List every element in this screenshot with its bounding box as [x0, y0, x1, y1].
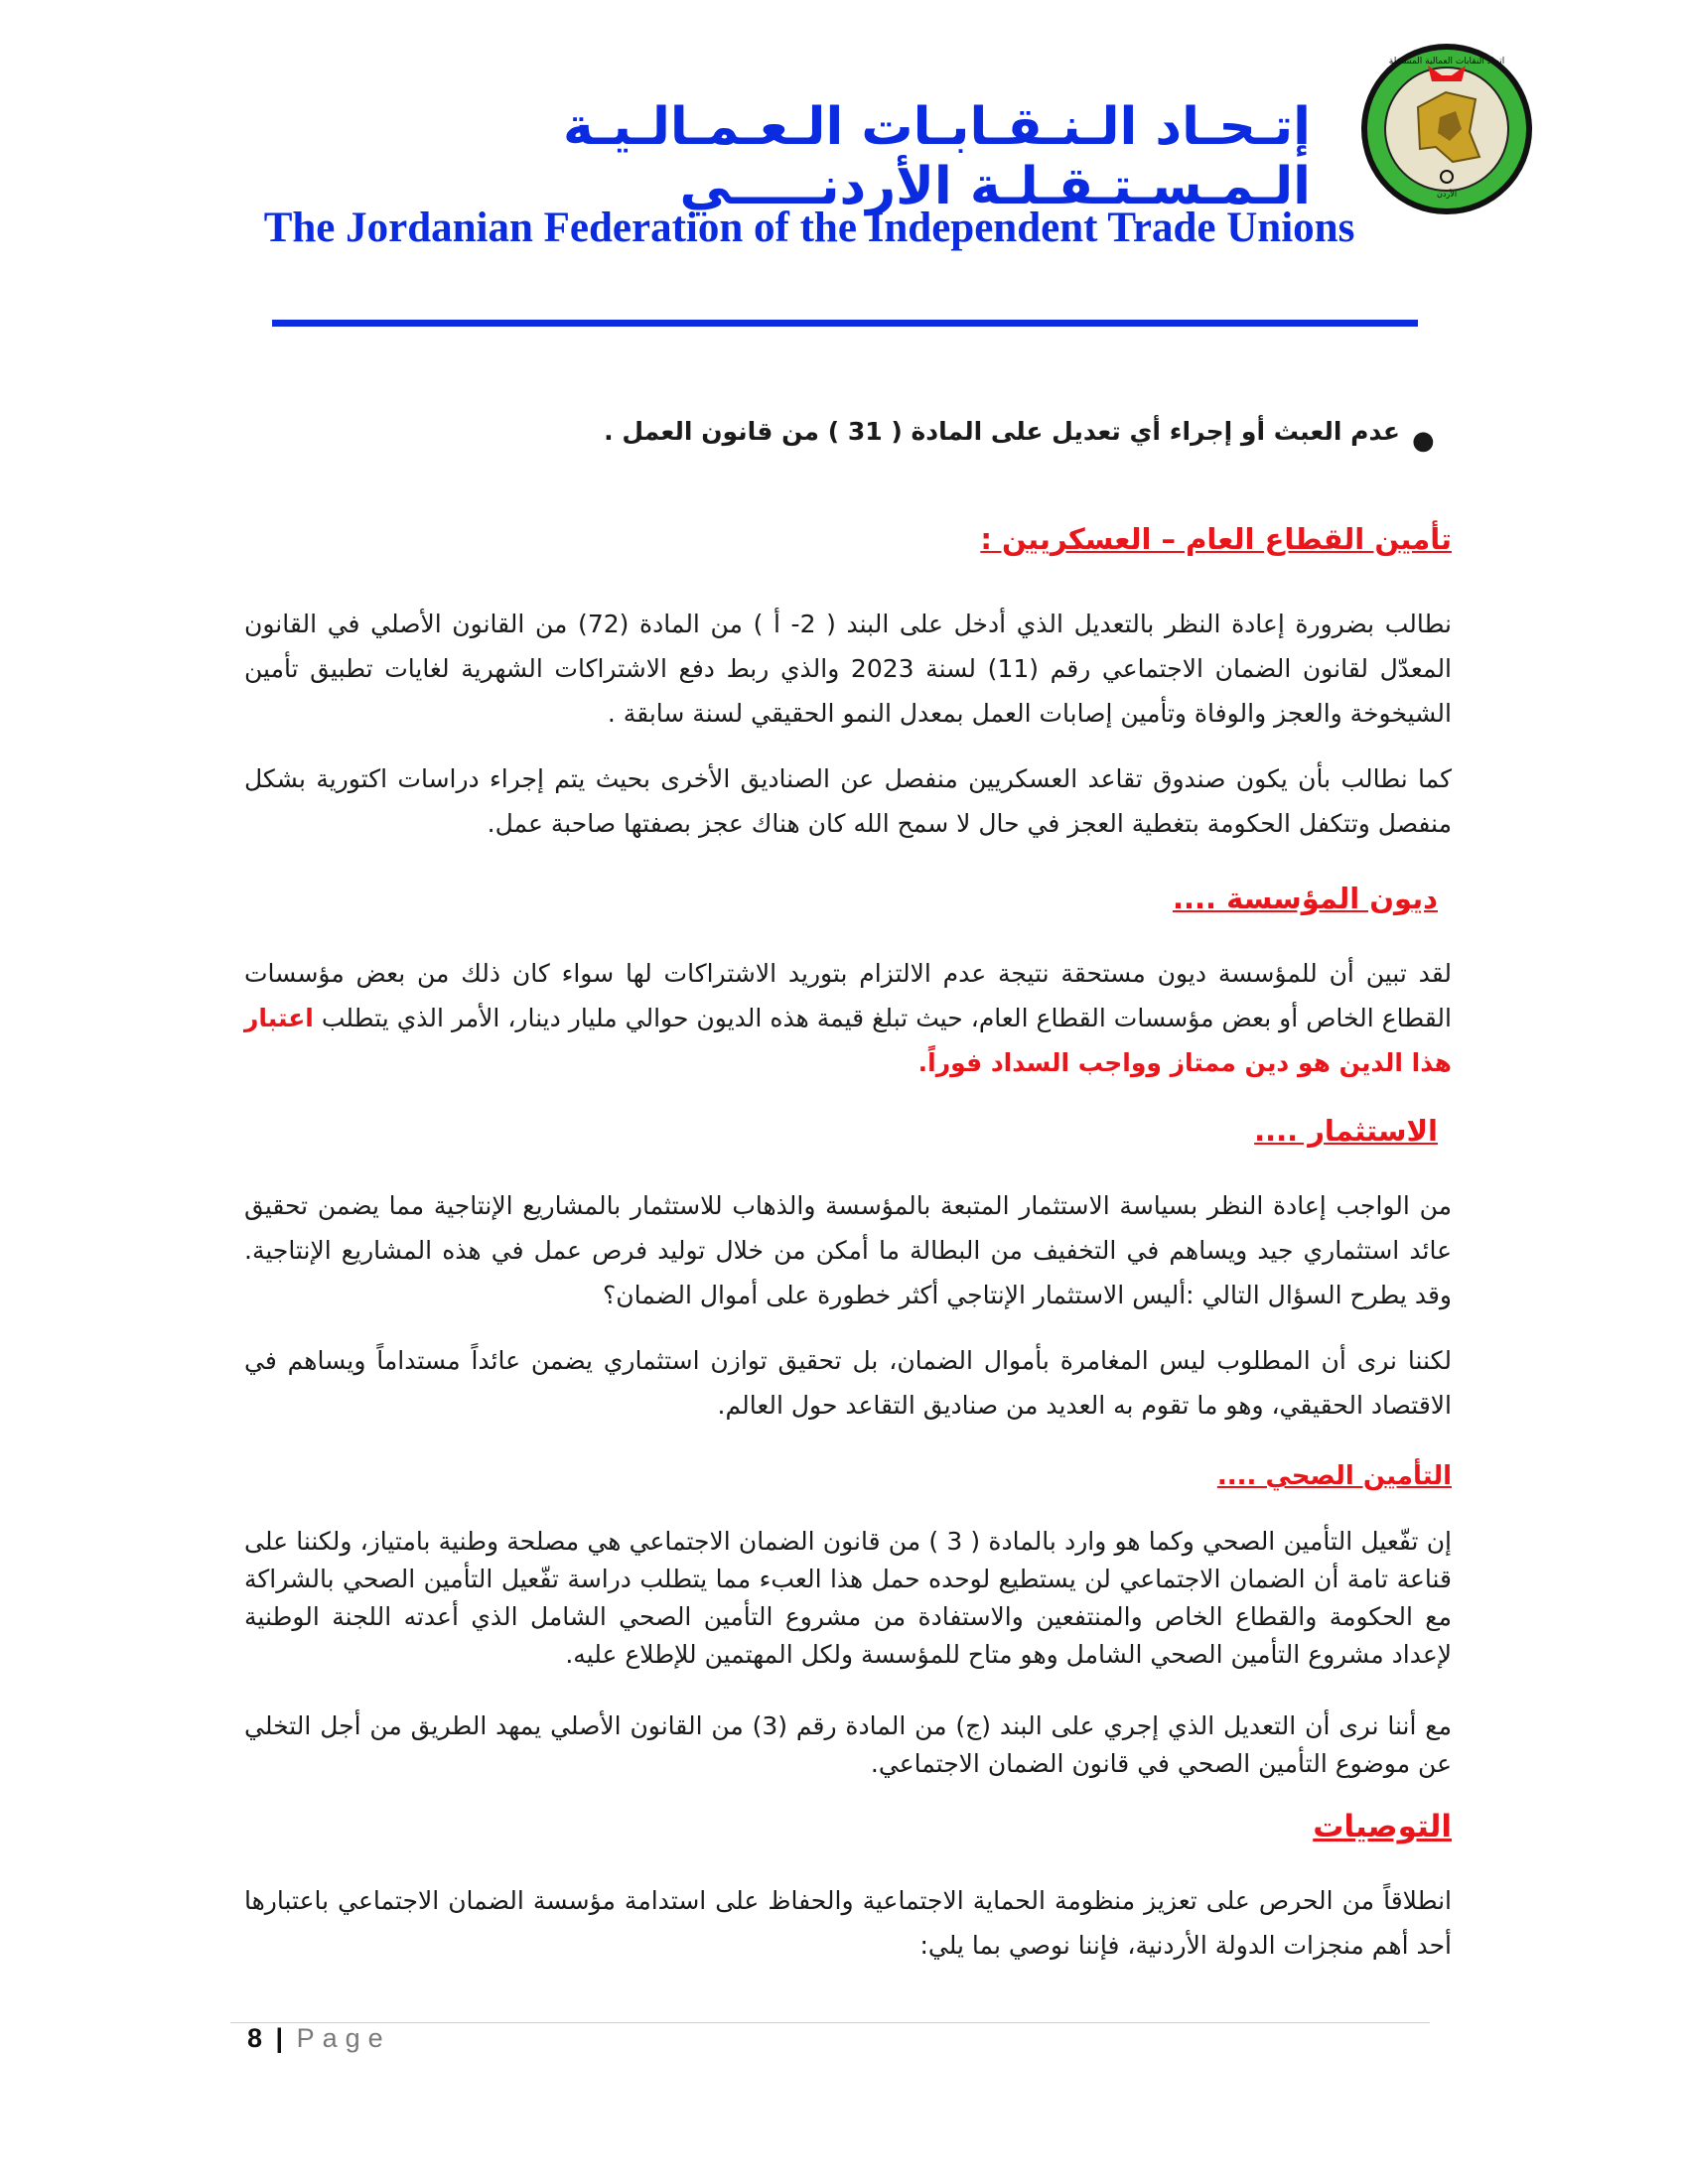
paragraph-investment-1: من الواجب إعادة النظر بسياسة الاستثمار المتبعة بالمؤسسة والذهاب للاستثمار بالمشاريع الإنتاجية مما يضمن تحقيق عائد استثماري جيد ويساهم في التخفيف من البطالة ما أمكن من خلال توليد فرص عمل في هذه المشاريع الإنتاجية. وقد يطرح السؤال التالي :أليس الاستثمار الإنتاجي أكثر خطورة على أموال الضمان؟	[244, 1191, 1452, 1309]
footer-separator: |	[275, 2023, 284, 2053]
footer-divider	[230, 2022, 1430, 2023]
debts-emphasis: اعتبار هذا الدين هو دين ممتاز وواجب السداد فوراً.	[244, 1004, 1452, 1077]
title-arabic: إتـحـاد الـنـقـابـات الـعـمـالـيـة الـمـسـتـقـلـة الأردنـــــي	[563, 97, 1311, 216]
page-number: 8	[247, 2023, 263, 2053]
bullet-item: عدم العبث أو إجراء أي تعديل على المادة ( 31 ) من قانون العمل .	[604, 417, 1400, 446]
paragraph-debts-1	[244, 951, 1452, 1085]
heading-debts: ديون المؤسسة ....	[1172, 882, 1438, 915]
heading-military-insurance: تأمين القطاع العام – العسكريين :	[980, 522, 1452, 556]
logo-subtext: الأردن	[1436, 190, 1458, 199]
paragraph-military-1: نطالب بضرورة إعادة النظر بالتعديل الذي أدخل على البند ( 2- أ ) من المادة (72) من القانون الأصلي في القانون المعدّل لقانون الضمان الاجتماعي رقم (11) لسنة 2023 والذي ربط دفع الاشتراكات الشهرية لغايات تطبيق تأمين الشيخوخة والعجز والوفاة وتأمين إصابات العمل بمعدل النمو الحقيقي لسنة سابقة .	[244, 610, 1453, 728]
paragraph-military-2: كما نطالب بأن يكون صندوق تقاعد العسكريين منفصل عن الصناديق الأخرى بحيث يتم إجراء دراسات اكتورية بشكل منفصل وتتكفل الحكومة بتغطية العجز في حال لا سمح الله كان هناك عجز بصفتها صاحبة عمل.	[244, 764, 1452, 838]
paragraph-health-1: إن تفّعيل التأمين الصحي وكما هو وارد بالمادة ( 3 ) من قانون الضمان الاجتماعي هي مصلحة وطنية بامتياز، ولكننا على قناعة تامة أن الضمان الاجتماعي لن يستطيع لوحده حمل هذا العبء مما يتطلب دراسة تفّعيل التأمين الصحي بالشراكة مع الحكومة والقطاع الخاص والمنتفعين والاستفادة من مشروع التأمين الصحي الشامل الذي أعدته اللجنة الوطنية لإعداد مشروع التأمين الصحي الشامل وهو متاح للمؤسسة ولكل المهتمين للإطلاع عليه.	[244, 1527, 1452, 1669]
bullet-dot-icon: ●	[1412, 426, 1435, 456]
page-footer	[247, 2023, 391, 2054]
page-label: Page	[296, 2023, 391, 2053]
paragraph-recommendations-1: انطلاقاً من الحرص على تعزيز منظومة الحماية الاجتماعية والحفاظ على استدامة مؤسسة الضمان الاجتماعي باعتبارها أحد أهم منجزات الدولة الأردنية، فإننا نوصي بما يلي:	[244, 1886, 1452, 1960]
federation-logo	[1358, 38, 1535, 216]
heading-health-insurance: التأمين الصحي ....	[1216, 1461, 1452, 1491]
paragraph-investment-2: لكننا نرى أن المطلوب ليس المغامرة بأموال الضمان، بل تحقيق توازن استثماري يضمن عائداً مستداماً ويساهم في الاقتصاد الحقيقي، وهو ما تقوم به العديد من صناديق التقاعد حول العالم.	[244, 1346, 1452, 1420]
logo-text: اتحاد النقابات العمالية المستقلة	[1388, 57, 1505, 67]
title-english: The Jordanian Federation of the Independent Trade Unions	[263, 205, 1355, 251]
heading-recommendations: التوصيات	[1313, 1809, 1452, 1844]
debts-text: لقد تبين أن للمؤسسة ديون مستحقة نتيجة عدم الالتزام بتوريد الاشتراكات لها سواء كان ذلك من بعض مؤسسات القطاع الخاص أو بعض مؤسسات القطاع العام، حيث تبلغ قيمة هذه الديون حوالي مليار دينار، الأمر الذي يتطلب	[244, 959, 1452, 1032]
heading-investment: الاستثمار ....	[1254, 1114, 1438, 1148]
header-divider	[272, 320, 1418, 327]
paragraph-health-2: مع أننا نرى أن التعديل الذي إجري على البند (ج) من المادة رقم (3) من القانون الأصلي يمهد الطريق من أجل التخلي عن موضوع التأمين الصحي في قانون الضمان الاجتماعي.	[244, 1711, 1453, 1778]
